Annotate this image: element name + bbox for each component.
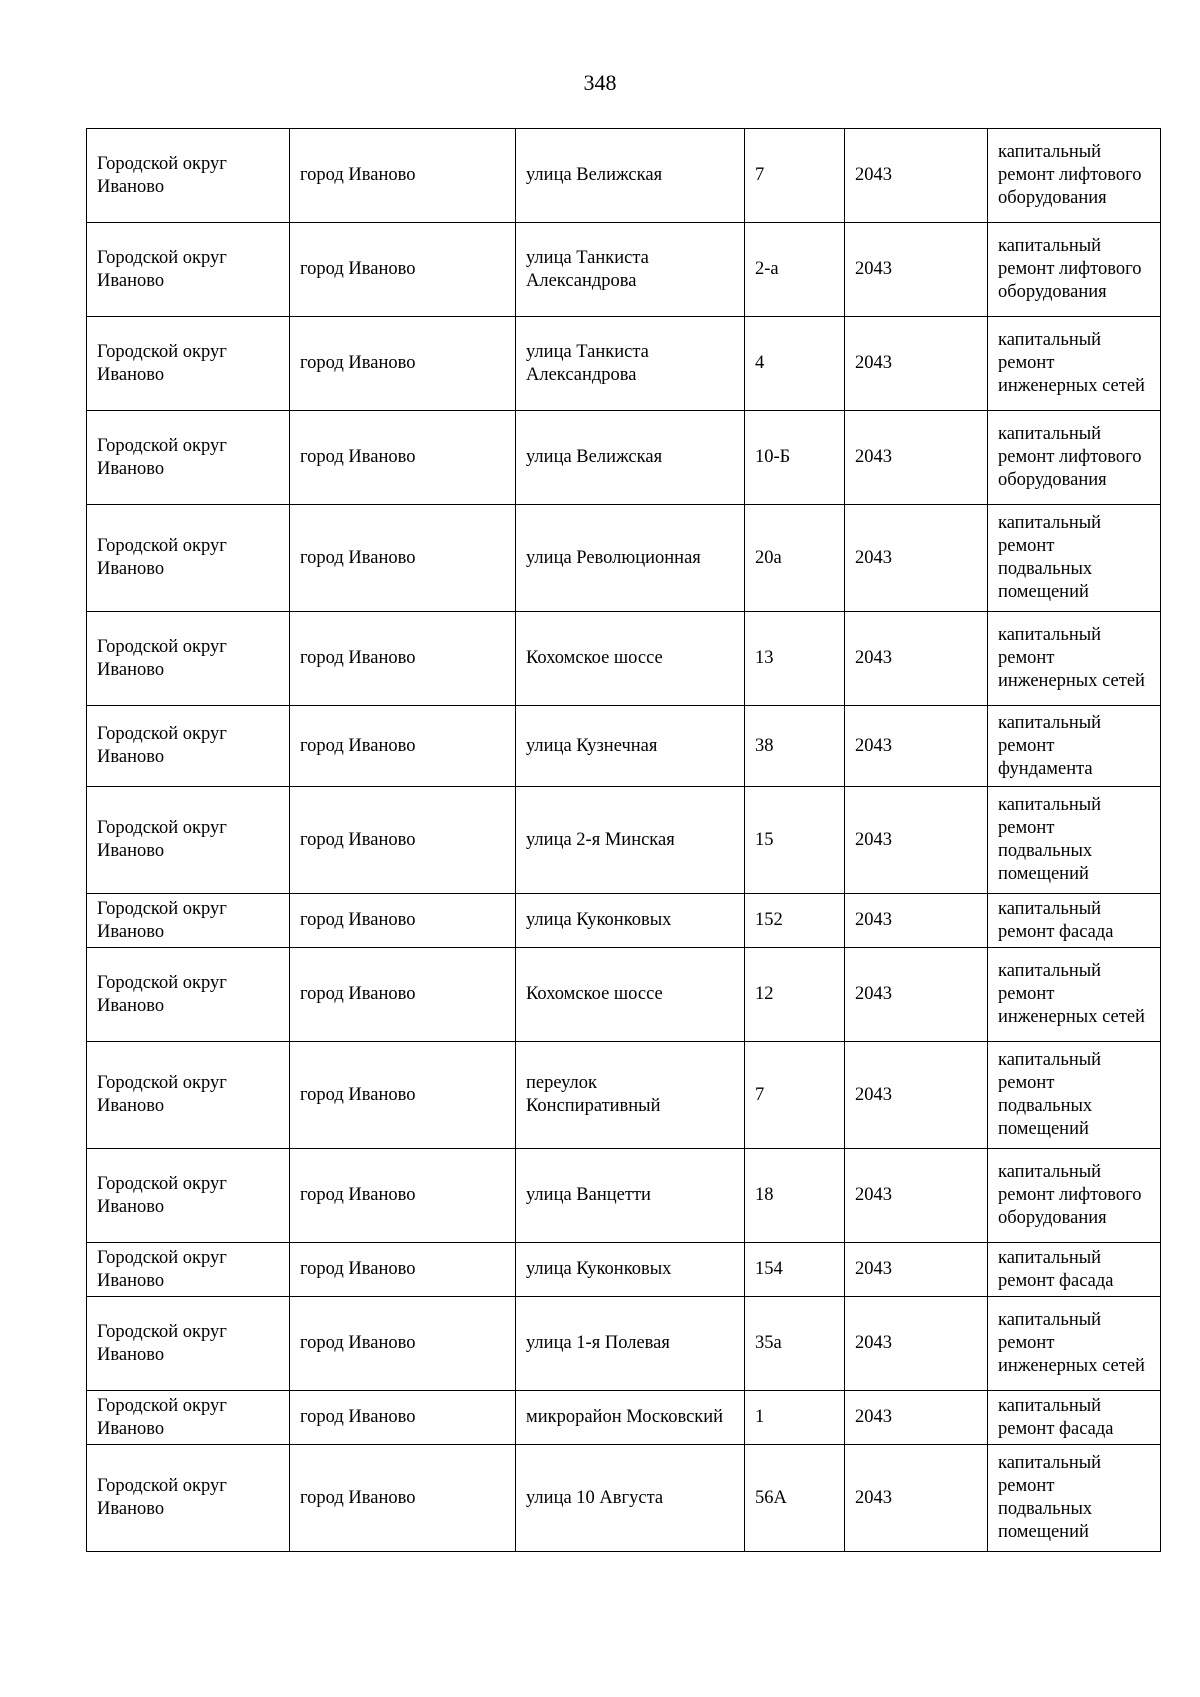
cell-house-number: 1 — [745, 1391, 845, 1445]
cell-district: Городской округ Иваново — [87, 1445, 290, 1552]
cell-district: Городской округ Иваново — [87, 787, 290, 894]
cell-house-number: 7 — [745, 129, 845, 223]
table-row — [87, 1297, 1161, 1391]
cell-work-type: капитальный ремонт инженерных сетей — [988, 317, 1161, 411]
repair-schedule-table — [86, 128, 1161, 1552]
cell-district: Городской округ Иваново — [87, 1243, 290, 1297]
cell-settlement: город Иваново — [290, 706, 516, 787]
cell-settlement: город Иваново — [290, 1243, 516, 1297]
cell-street: улица 2-я Минская — [516, 787, 745, 894]
cell-house-number: 152 — [745, 894, 845, 948]
table-row — [87, 1042, 1161, 1149]
cell-settlement: город Иваново — [290, 612, 516, 706]
cell-settlement: город Иваново — [290, 1149, 516, 1243]
cell-house-number: 154 — [745, 1243, 845, 1297]
cell-settlement: город Иваново — [290, 1445, 516, 1552]
table-row — [87, 1391, 1161, 1445]
cell-settlement: город Иваново — [290, 223, 516, 317]
cell-street: улица Велижская — [516, 411, 745, 505]
cell-house-number: 13 — [745, 612, 845, 706]
cell-district: Городской округ Иваново — [87, 1391, 290, 1445]
cell-year: 2043 — [845, 1042, 988, 1149]
cell-work-type: капитальный ремонт фасада — [988, 1391, 1161, 1445]
cell-year: 2043 — [845, 1297, 988, 1391]
table-body — [87, 129, 1161, 1552]
cell-work-type: капитальный ремонт лифтового оборудования — [988, 223, 1161, 317]
cell-street: улица Куконковых — [516, 1243, 745, 1297]
table-row — [87, 129, 1161, 223]
cell-year: 2043 — [845, 948, 988, 1042]
cell-house-number: 20а — [745, 505, 845, 612]
cell-year: 2043 — [845, 317, 988, 411]
cell-year: 2043 — [845, 505, 988, 612]
cell-year: 2043 — [845, 894, 988, 948]
cell-district: Городской округ Иваново — [87, 411, 290, 505]
cell-house-number: 56А — [745, 1445, 845, 1552]
cell-work-type: капитальный ремонт лифтового оборудования — [988, 1149, 1161, 1243]
cell-district: Городской округ Иваново — [87, 317, 290, 411]
cell-street: улица Велижская — [516, 129, 745, 223]
table-row — [87, 505, 1161, 612]
cell-house-number: 4 — [745, 317, 845, 411]
cell-settlement: город Иваново — [290, 317, 516, 411]
cell-year: 2043 — [845, 1243, 988, 1297]
cell-work-type: капитальный ремонт подвальных помещений — [988, 505, 1161, 612]
cell-street: улица Танкиста Александрова — [516, 317, 745, 411]
cell-district: Городской округ Иваново — [87, 1297, 290, 1391]
cell-house-number: 35а — [745, 1297, 845, 1391]
cell-work-type: капитальный ремонт инженерных сетей — [988, 612, 1161, 706]
table-row — [87, 223, 1161, 317]
table-row — [87, 706, 1161, 787]
cell-street: улица Кузнечная — [516, 706, 745, 787]
cell-district: Городской округ Иваново — [87, 612, 290, 706]
cell-work-type: капитальный ремонт фасада — [988, 1243, 1161, 1297]
cell-street: микрорайон Московский — [516, 1391, 745, 1445]
cell-work-type: капитальный ремонт фасада — [988, 894, 1161, 948]
cell-year: 2043 — [845, 411, 988, 505]
cell-settlement: город Иваново — [290, 948, 516, 1042]
cell-street: переулок Конспиративный — [516, 1042, 745, 1149]
cell-year: 2043 — [845, 1391, 988, 1445]
cell-work-type: капитальный ремонт инженерных сетей — [988, 948, 1161, 1042]
cell-year: 2043 — [845, 223, 988, 317]
cell-year: 2043 — [845, 129, 988, 223]
cell-street: улица Куконковых — [516, 894, 745, 948]
page-number: 348 — [583, 70, 617, 95]
cell-settlement: город Иваново — [290, 129, 516, 223]
table-row — [87, 787, 1161, 894]
cell-work-type: капитальный ремонт лифтового оборудования — [988, 411, 1161, 505]
cell-year: 2043 — [845, 787, 988, 894]
cell-street: улица Революционная — [516, 505, 745, 612]
cell-work-type: капитальный ремонт лифтового оборудования — [988, 129, 1161, 223]
cell-district: Городской округ Иваново — [87, 129, 290, 223]
cell-work-type: капитальный ремонт инженерных сетей — [988, 1297, 1161, 1391]
table-row — [87, 948, 1161, 1042]
cell-settlement: город Иваново — [290, 411, 516, 505]
cell-street: улица Танкиста Александрова — [516, 223, 745, 317]
cell-year: 2043 — [845, 1445, 988, 1552]
cell-year: 2043 — [845, 706, 988, 787]
cell-street: улица Ванцетти — [516, 1149, 745, 1243]
cell-district: Городской округ Иваново — [87, 505, 290, 612]
cell-street: Кохомское шоссе — [516, 612, 745, 706]
cell-district: Городской округ Иваново — [87, 706, 290, 787]
cell-street: Кохомское шоссе — [516, 948, 745, 1042]
cell-settlement: город Иваново — [290, 505, 516, 612]
cell-work-type: капитальный ремонт фундамента — [988, 706, 1161, 787]
table-row — [87, 1149, 1161, 1243]
cell-district: Городской округ Иваново — [87, 948, 290, 1042]
cell-street: улица 1-я Полевая — [516, 1297, 745, 1391]
cell-street: улица 10 Августа — [516, 1445, 745, 1552]
cell-house-number: 2-а — [745, 223, 845, 317]
cell-district: Городской округ Иваново — [87, 1042, 290, 1149]
table-row — [87, 1445, 1161, 1552]
cell-settlement: город Иваново — [290, 1042, 516, 1149]
cell-district: Городской округ Иваново — [87, 1149, 290, 1243]
table-row — [87, 894, 1161, 948]
cell-house-number: 18 — [745, 1149, 845, 1243]
table-row — [87, 411, 1161, 505]
cell-house-number: 15 — [745, 787, 845, 894]
cell-settlement: город Иваново — [290, 1297, 516, 1391]
cell-work-type: капитальный ремонт подвальных помещений — [988, 1445, 1161, 1552]
cell-settlement: город Иваново — [290, 894, 516, 948]
cell-district: Городской округ Иваново — [87, 894, 290, 948]
cell-work-type: капитальный ремонт подвальных помещений — [988, 1042, 1161, 1149]
cell-house-number: 10-Б — [745, 411, 845, 505]
table-row — [87, 317, 1161, 411]
cell-house-number: 12 — [745, 948, 845, 1042]
table-row — [87, 1243, 1161, 1297]
cell-year: 2043 — [845, 1149, 988, 1243]
cell-house-number: 38 — [745, 706, 845, 787]
table-row — [87, 612, 1161, 706]
cell-settlement: город Иваново — [290, 1391, 516, 1445]
cell-house-number: 7 — [745, 1042, 845, 1149]
cell-district: Городской округ Иваново — [87, 223, 290, 317]
cell-year: 2043 — [845, 612, 988, 706]
cell-work-type: капитальный ремонт подвальных помещений — [988, 787, 1161, 894]
cell-settlement: город Иваново — [290, 787, 516, 894]
